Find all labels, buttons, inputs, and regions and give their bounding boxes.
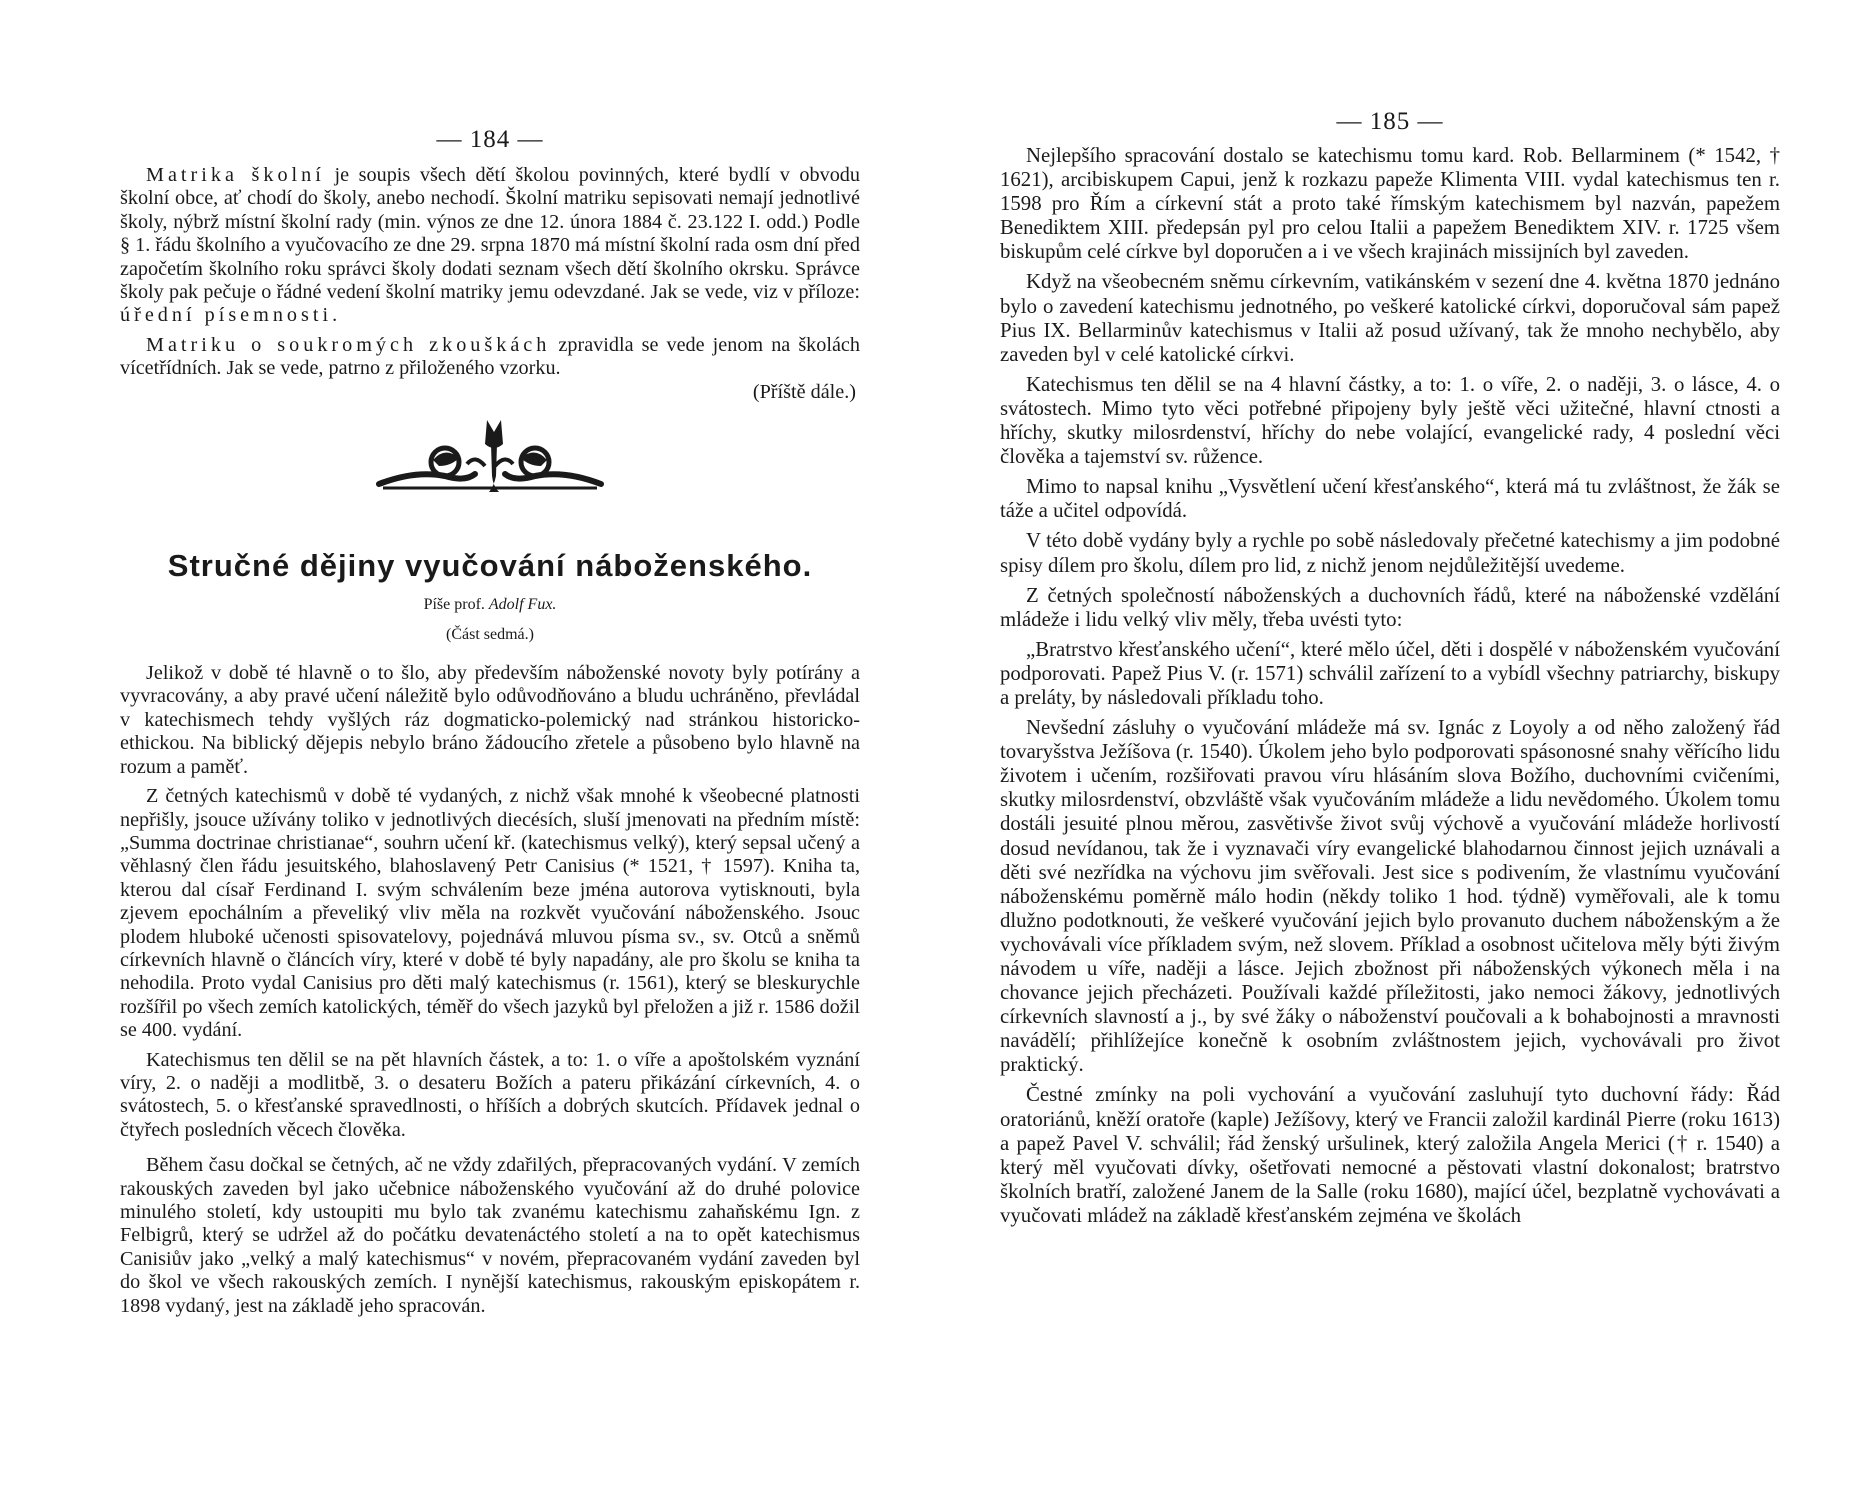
paragraph: Mimo to napsal knihu „Vysvětlení učení křesťanského“, která má tu zvláštnost, že žák se táže a učitel odpovídá. xyxy=(1000,475,1780,523)
paragraph: Katechismus ten dělil se na 4 hlavní částky, a to: 1. o víře, 2. o naději, 3. o lásce, 4. o svátostech. Mimo tyto věci potřebné připojeny byly ještě věci užitečné, hlavní ctnosti a hříchy, skutky milosrdenství, hříchy do nebe volající, evangelické rady, 4 poslední věci člověka a tajemství sv. růžence. xyxy=(1000,372,1780,469)
matrika-paragraph xyxy=(120,164,860,328)
paragraph: Během času dočkal se četných, ač ne vždy zdařilých, přepracovaných vydání. V zemích rakouských zaveden byl jako učebnice náboženského vyučování až do druhé polovice minulého století, kdy ustoupiti mu bylo tak zvanému katechismu zahaňskému Ign. z Felbigrů, který se udržel až do počátku devatenáctého století a na to opět katechismus Canisiův jako „velký a malý katechismus“ v novém, přepracovaném vydání zaveden byl do škol ve všech rakouských zemích. I nynější katechismus, rakouským episkopátem r. 1898 vydaný, jest na základě jeho spracován. xyxy=(120,1154,860,1317)
soukrome-text: zpravidla se vede jenom na školách vícetřídních. Jak se vede, patrno z přiloženého vzorku. xyxy=(120,333,860,380)
ornament-divider xyxy=(375,414,605,502)
term-matrika: Matrika školní xyxy=(146,164,325,186)
paragraph: V této době vydány byly a rychle po sobě následovaly přečetné katechismy a jim podobné spisy dílem pro školu, dílem pro lid, z nichž jenom nejdůležitější uvedeme. xyxy=(1000,529,1780,577)
term-soukrome: Matriku o soukromých zkouškách xyxy=(146,333,551,356)
byline-prefix: Píše prof. xyxy=(423,596,489,614)
paragraph: „Bratrstvo křesťanského učení“, které mělo účel, děti i dospělé v náboženském vyučování podporovati. Papež Pius V. (r. 1571) schválil zařízení to a vybídl všechny patriarchy, biskupy a preláty, by následovali příkladu toho. xyxy=(1000,637,1780,709)
paragraph: Z četných společností náboženských a duchovních řádů, které na náboženské vzdělání mládeže i lidu velký vliv měly, třeba uvésti tyto: xyxy=(1000,583,1780,631)
paragraph: Jelikož v době té hlavně o to šlo, aby především náboženské novoty byly potírány a vyvracovány, a aby pravé učení náležitě bylo odůvodňováno a bludu uchráněno, převládal v katechismech tehdy vyšlých ráz dogmaticko-polemický nad stránkou historicko-ethickou. Na biblický dějepis nebylo bráno žádoucího zřetele a působeno bylo hlavně na rozum a paměť. xyxy=(120,662,860,778)
term-uredni: úřední písemnosti. xyxy=(120,304,342,327)
paragraph: Katechismus ten dělil se na pět hlavních částek, a to: 1. o víře a apoštolském vyznání víry, 2. o naději a modlitbě, 3. o desateru Božích a pateru přikázání církevních, 4. o svátostech, 5. o křesťanské spravedlnosti, o hříších a dobrých skutcích. Přídavek jednal o čtyřech posledních věcech člověka. xyxy=(120,1048,860,1141)
article-title: Stručné dějiny vyučování náboženského. xyxy=(167,548,813,584)
continued-note: (Příště dále.) xyxy=(752,380,856,403)
paragraph: Z četných katechismů v době té vydaných, z nichž však mnohé k všeobecné platnosti nepřišly, jsouce užívány toliko v jednotlivých diecésích, sluší jmenovati na předním místě: „Summa doctrinae christianae“, souhrn učení kř. (katechismus velký), který sepsal učený a věhlasný člen řádu jesuitského, blahoslavený Petr Canisius (* 1521, † 1597). Kniha ta, kterou dal císař Ferdinand I. svým schválením beze jména autorova vytisknouti, byla zjevem epochálním a převeliký vliv měla na rozkvět vyučování náboženského. Jsouc plodem hluboké učenosti spisovatelovy, pojednává mluvou písma sv., sv. Otců a sněmů církevních hlavně o článcích víry, které v době té byly napadány, ale pro školu se kniha ta nehodila. Proto vydal Canisius pro děti malý katechismus (r. 1561), který se bleskurychle rozšířil po všech zemích katolických, téměř do všech jazyků byl přeložen a již r. 1586 dožil se 400. vydání. xyxy=(120,785,860,1042)
byline-author: Adolf Fux. xyxy=(488,596,557,614)
paragraph: Čestné zmínky na poli vychování a vyučování zasluhují tyto duchovní řády: Řád oratoriánů, kněží oratoře (kaple) Ježíšovy, který ve Francii založil kardinál Pierre (roku 1613) a papež Pavel V. schválil; řád ženský uršulinek, který založila Angela Merici († r. 1540) a který měl vyučovati dívky, ošetřovati nemocné a pěstovati vlastní dokonalost; bratrstvo školních bratří, založené Janem de la Salle (roku 1680), mající účel, bezplatně vychovávati a vyučovati mládež na základě křesťanském zejména ve školách xyxy=(1000,1083,1780,1227)
page-number-right: — 185 — xyxy=(1336,108,1444,135)
paragraph: Nevšední zásluhy o vyučování mládeže má sv. Ignác z Loyoly a od něho založený řád tovaryšstva Ježíšova (r. 1540). Úkolem jeho bylo podporovati spásonosné snahy věřícího lidu životem i učením, rozšiřovati pravou víru hlásáním slova Božího, duchovními cvičeními, skutky milosrdenství, obzvláště však vyučováním mládeže a lidu nevědomého. Úkolem tomu dostáli jesuité plnou měrou, zasvětivše život svůj výchově a vyučování mládeže horlivostí dosud nevídanou, tak že i vyznavači víry evangelické blahodarnou činnost jejich uznávali a děti své nezřídka na výchovu jim svěřovali. Jest sice s podivením, že vlastnímu vyučování náboženskému poměrně málo hodin (někdy toliko 1 hod. týdně) vyměřovali, ale k tomu dlužno podotknouti, že veškeré vyučování jejich bylo provanuto duchem náboženským a že vychovávali více příkladem svým, než slovem. Příklad a osobnost učitelova měly býti živým návodem u víře, naději a lásce. Jejich zbožnost při náboženských výkonech měla i na chovance jejich přecházeti. Používali každé příležitosti, jako nemoci žákovy, jednotlivých církevních slavností a j., by své žáky o náboženství poučovali a k bohabojnosti a mravnosti navádělí; přihlížejíce konečně k osobním zvláštnostem jejich, vychovávali pro život praktický. xyxy=(1000,716,1780,1077)
paragraph: Nejlepšího spracování dostalo se katechismu tomu kard. Rob. Bellarminem (* 1542, † 1621), arcibiskupem Capui, jenž k rozkazu papeže Klimenta VIII. vydal katechismus ten r. 1598 pro Řím a církevní stát a proto také římským katechismem byl nazván, papežem Benediktem XIII. předepsán pyl pro celou Italii a papežem Benediktem XIV. r. 1725 všem biskupům celé církve byl doporučen a i ve všech krajinách missijních byl zaveden. xyxy=(1000,144,1780,264)
page-number-left: — 184 — xyxy=(436,126,544,153)
right-page xyxy=(1000,0,1780,1228)
part-label: (Část sedmá.) xyxy=(446,626,534,644)
paragraph: Když na všeobecném sněmu církevním, vatikánském v sezení dne 4. května 1870 jednáno bylo o zavedení katechismu jednotného, po veškeré katolické církvi, doporučoval sám papež Pius IX. Bellarminův katechismus v Italii až posud užívaný, tak že mnoho nechybělo, aby zaveden byl v celé katolické církvi. xyxy=(1000,270,1780,366)
left-page xyxy=(120,0,860,1318)
byline xyxy=(120,594,860,616)
soukrome-paragraph xyxy=(120,334,860,381)
matrika-text: je soupis všech dětí školou povinných, které bydlí v obvodu školní obce, ať chodí do školy, anebo nechodí. Školní matriku sepisovati nemají jednotlivé školy, nýbrž místní školní rady (min. výnos ze dne 12. února 1884 č. 23.122 I. odd.) Podle § 1. řádu školního a vyučovacího ze dne 29. srpna 1870 má místní školní rada osm dní před započetím školního roku správci školy dodati seznam všech dětí školního okrsku. Správce školy pak pečuje o řádné vedení školní matriky jemu odevzdané. Jak se vede, viz v příloze: xyxy=(120,164,860,304)
